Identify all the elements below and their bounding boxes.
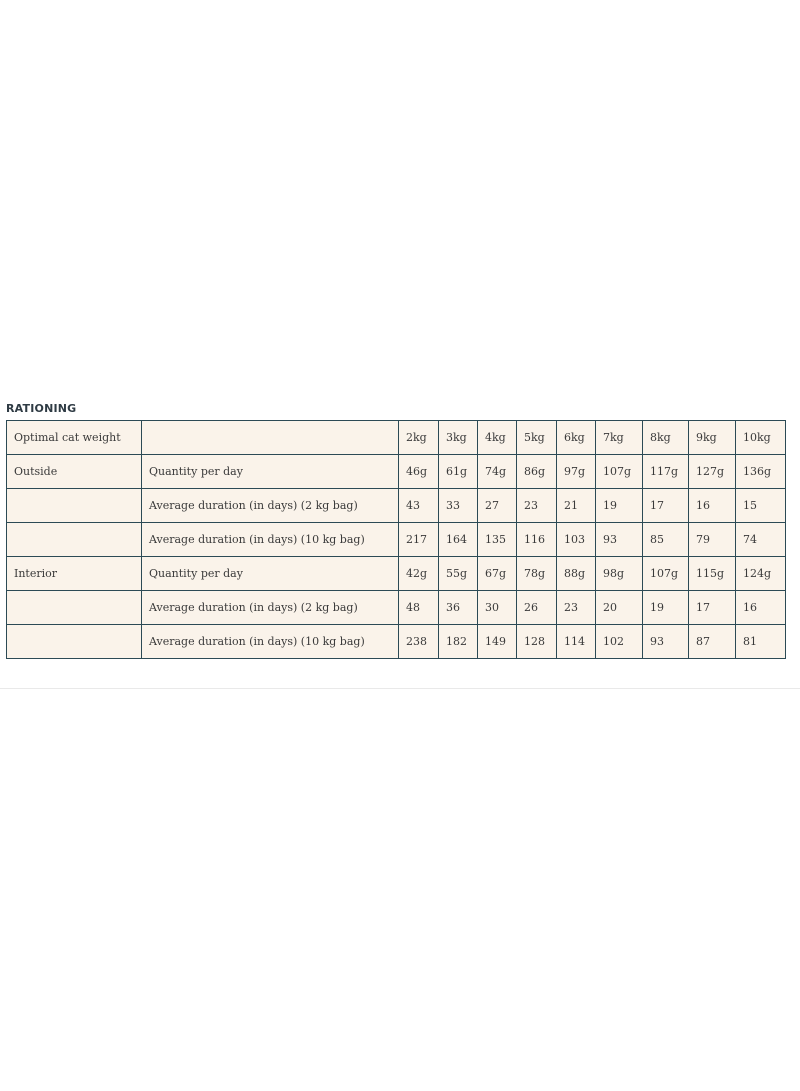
- value-cell: 61g: [439, 455, 478, 489]
- value-cell: 103: [557, 523, 596, 557]
- value-cell: 19: [643, 591, 689, 625]
- value-cell: 33: [439, 489, 478, 523]
- value-cell: 78g: [517, 557, 557, 591]
- value-cell: 93: [596, 523, 643, 557]
- weight-cell: 5kg: [517, 421, 557, 455]
- value-cell: 107g: [643, 557, 689, 591]
- value-cell: 26: [517, 591, 557, 625]
- value-cell: 17: [643, 489, 689, 523]
- table-row: [7, 523, 786, 557]
- value-cell: 217: [399, 523, 439, 557]
- weight-cell: 4kg: [478, 421, 517, 455]
- value-cell: 67g: [478, 557, 517, 591]
- section-title: RATIONING: [6, 402, 77, 415]
- row-label-cell: Quantity per day: [142, 455, 399, 489]
- weight-cell: 10kg: [736, 421, 786, 455]
- row-group-cell: Outside: [7, 455, 142, 489]
- value-cell: 127g: [689, 455, 736, 489]
- value-cell: 98g: [596, 557, 643, 591]
- value-cell: 107g: [596, 455, 643, 489]
- value-cell: 136g: [736, 455, 786, 489]
- value-cell: 74g: [478, 455, 517, 489]
- row-label-cell: Average duration (in days) (2 kg bag): [142, 489, 399, 523]
- row-group-cell: [7, 591, 142, 625]
- value-cell: 238: [399, 625, 439, 659]
- value-cell: 23: [517, 489, 557, 523]
- value-cell: 16: [736, 591, 786, 625]
- value-cell: 116: [517, 523, 557, 557]
- value-cell: 74: [736, 523, 786, 557]
- table-row: [7, 625, 786, 659]
- value-cell: 30: [478, 591, 517, 625]
- row-label-cell: Quantity per day: [142, 557, 399, 591]
- value-cell: 79: [689, 523, 736, 557]
- weight-cell: 3kg: [439, 421, 478, 455]
- value-cell: 46g: [399, 455, 439, 489]
- table-row: [7, 557, 786, 591]
- value-cell: 48: [399, 591, 439, 625]
- value-cell: 85: [643, 523, 689, 557]
- value-cell: 20: [596, 591, 643, 625]
- weight-cell: 7kg: [596, 421, 643, 455]
- value-cell: 21: [557, 489, 596, 523]
- value-cell: 135: [478, 523, 517, 557]
- value-cell: 27: [478, 489, 517, 523]
- value-cell: 93: [643, 625, 689, 659]
- value-cell: 88g: [557, 557, 596, 591]
- value-cell: 42g: [399, 557, 439, 591]
- row-group-cell: [7, 489, 142, 523]
- table-row: [7, 455, 786, 489]
- value-cell: 16: [689, 489, 736, 523]
- weight-cell: 9kg: [689, 421, 736, 455]
- row-group-cell: Interior: [7, 557, 142, 591]
- value-cell: 182: [439, 625, 478, 659]
- weight-cell: 6kg: [557, 421, 596, 455]
- header-label-cell: Optimal cat weight: [7, 421, 142, 455]
- value-cell: 17: [689, 591, 736, 625]
- value-cell: 43: [399, 489, 439, 523]
- value-cell: 149: [478, 625, 517, 659]
- row-label-cell: Average duration (in days) (10 kg bag): [142, 523, 399, 557]
- value-cell: 86g: [517, 455, 557, 489]
- value-cell: 55g: [439, 557, 478, 591]
- value-cell: 36: [439, 591, 478, 625]
- value-cell: 19: [596, 489, 643, 523]
- header-sub-cell: [142, 421, 399, 455]
- row-group-cell: [7, 523, 142, 557]
- value-cell: 117g: [643, 455, 689, 489]
- value-cell: 87: [689, 625, 736, 659]
- value-cell: 102: [596, 625, 643, 659]
- value-cell: 124g: [736, 557, 786, 591]
- value-cell: 114: [557, 625, 596, 659]
- table-row: [7, 489, 786, 523]
- table-row: [7, 591, 786, 625]
- row-label-cell: Average duration (in days) (10 kg bag): [142, 625, 399, 659]
- value-cell: 23: [557, 591, 596, 625]
- value-cell: 128: [517, 625, 557, 659]
- value-cell: 15: [736, 489, 786, 523]
- value-cell: 81: [736, 625, 786, 659]
- value-cell: 164: [439, 523, 478, 557]
- weight-cell: 8kg: [643, 421, 689, 455]
- rationing-table: [6, 420, 786, 659]
- value-cell: 97g: [557, 455, 596, 489]
- row-group-cell: [7, 625, 142, 659]
- table-header-row: [7, 421, 786, 455]
- divider: [0, 688, 800, 689]
- weight-cell: 2kg: [399, 421, 439, 455]
- row-label-cell: Average duration (in days) (2 kg bag): [142, 591, 399, 625]
- value-cell: 115g: [689, 557, 736, 591]
